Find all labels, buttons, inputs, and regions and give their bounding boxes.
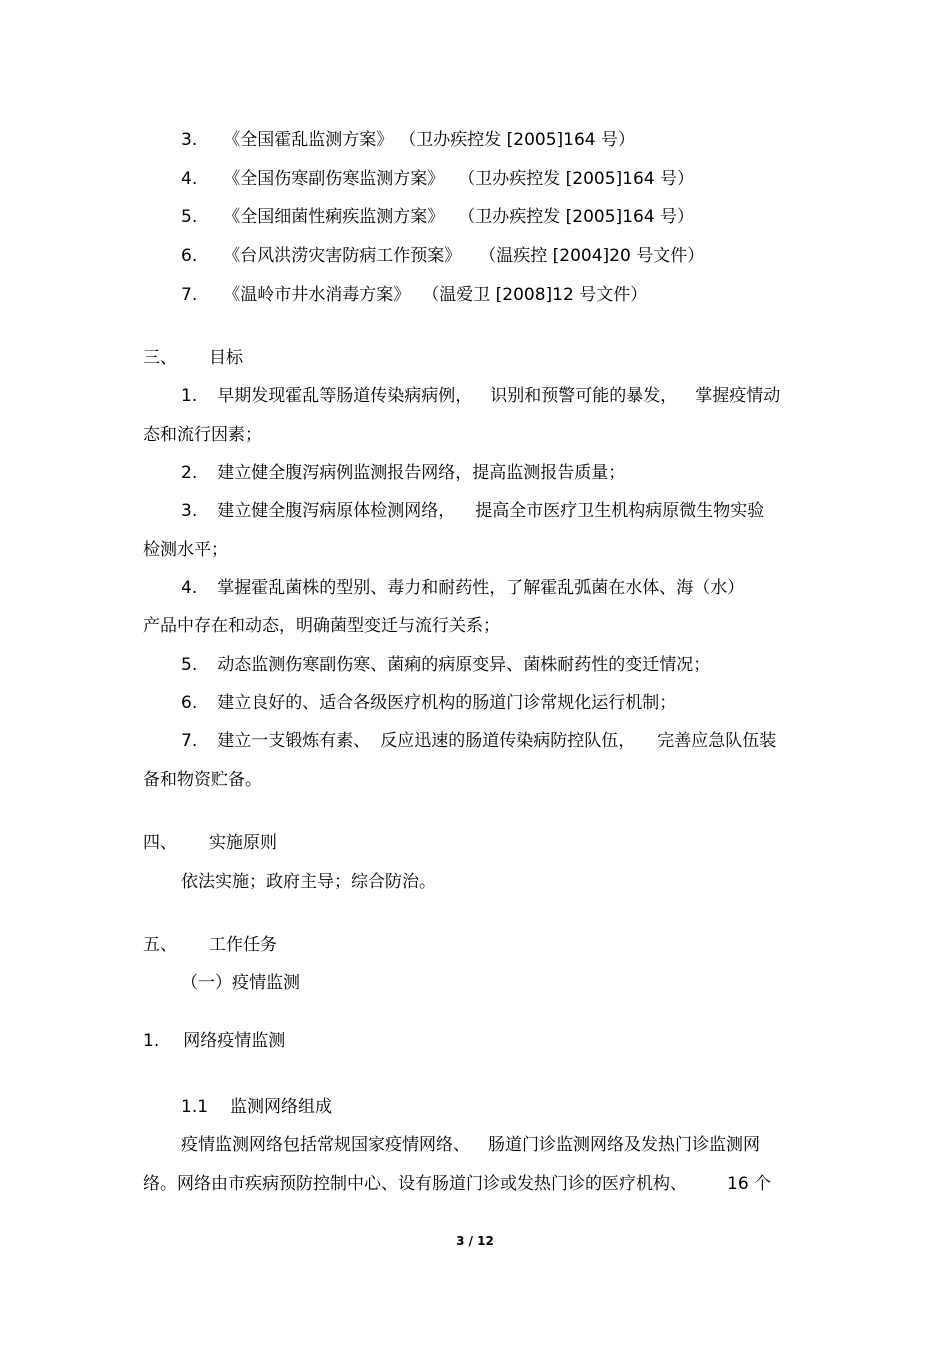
paragraph-text: 16 个 xyxy=(727,1174,772,1194)
section-title: 工作任务 xyxy=(209,935,277,955)
goal-text: 建立良好的、适合各级医疗机构的肠道门诊常规化运行机制； xyxy=(217,693,677,713)
goal-text: 完善应急队伍装 xyxy=(657,731,777,751)
subsection-heading xyxy=(143,1030,285,1052)
paragraph xyxy=(181,871,436,893)
goal-text: 备和物资贮备。 xyxy=(143,770,262,790)
goal-item xyxy=(181,654,710,676)
goal-continuation xyxy=(143,615,500,637)
goal-text: 早期发现霍乱等肠道传染病病例， xyxy=(217,386,473,406)
reference-source: （温疾控 [2004]20 号文件） xyxy=(479,246,705,266)
paragraph-text: 疫情监测网络包括常规国家疫情网络、 xyxy=(181,1135,470,1155)
goal-text: 建立健全腹泻病原体检测网络， xyxy=(217,501,456,521)
section-heading xyxy=(143,347,243,369)
goal-text: 反应迅速的肠道传染病防控队伍， xyxy=(380,731,636,751)
reference-number: 5. xyxy=(181,207,198,227)
reference-title: 《全国细菌性痢疾监测方案》 xyxy=(223,207,445,227)
subsection-title: 监测网络组成 xyxy=(230,1097,333,1117)
reference-source: （卫办疾控发 [2005]164 号） xyxy=(399,130,636,150)
subsection-heading xyxy=(181,972,300,994)
goal-number: 4. xyxy=(181,578,198,598)
goal-number: 1. xyxy=(181,386,198,406)
goal-number: 6. xyxy=(181,693,198,713)
goal-item xyxy=(181,577,744,599)
section-title: 实施原则 xyxy=(209,833,277,853)
reference-number: 4. xyxy=(181,169,198,189)
goal-item xyxy=(181,462,625,484)
reference-item xyxy=(181,284,647,306)
goal-text: 建立健全腹泻病例监测报告网络，提高监测报告质量； xyxy=(217,463,626,483)
goal-continuation xyxy=(143,424,262,446)
reference-item xyxy=(181,206,694,228)
section-number: 三、 xyxy=(143,348,177,368)
goal-text: 产品中存在和动态，明确菌型变迁与流行关系； xyxy=(143,616,500,636)
reference-title: 《台风洪涝灾害防病工作预案》 xyxy=(223,246,462,266)
goal-continuation xyxy=(143,769,262,791)
section-title: 目标 xyxy=(209,348,243,368)
section-heading xyxy=(143,832,277,854)
reference-number: 3. xyxy=(181,130,198,150)
goal-text: 建立一支锻炼有素、 xyxy=(217,731,371,751)
goal-text: 掌握疫情动 xyxy=(695,386,781,406)
section-heading xyxy=(143,934,277,956)
goal-number: 7. xyxy=(181,731,198,751)
goal-text: 态和流行因素； xyxy=(143,425,262,445)
goal-item xyxy=(181,730,776,752)
reference-item xyxy=(181,245,704,267)
section-number: 四、 xyxy=(143,833,177,853)
section-number: 五、 xyxy=(143,935,177,955)
goal-text: 检测水平； xyxy=(143,540,228,560)
reference-number: 7. xyxy=(181,285,198,305)
goal-text: 动态监测伤寒副伤寒、菌痢的病原变异、菌株耐药性的变迁情况； xyxy=(217,655,711,675)
subsection-title: （一）疫情监测 xyxy=(181,973,300,993)
paragraph-continuation xyxy=(143,1173,771,1195)
principle-text: 依法实施；政府主导；综合防治。 xyxy=(181,872,436,892)
subsection-number: 1.1 xyxy=(181,1097,209,1117)
subsection-heading xyxy=(181,1096,332,1118)
reference-item xyxy=(181,168,694,190)
paragraph-text: 络。网络由市疾病预防控制中心、设有肠道门诊或发热门诊的医疗机构、 xyxy=(143,1174,687,1194)
paragraph xyxy=(181,1134,760,1156)
reference-source: （卫办疾控发 [2005]164 号） xyxy=(458,207,695,227)
page-number: 3 / 12 xyxy=(456,1234,494,1248)
reference-number: 6. xyxy=(181,246,198,266)
subsection-title: 网络疫情监测 xyxy=(183,1031,286,1051)
goal-item xyxy=(181,500,764,522)
reference-item xyxy=(181,129,635,151)
goal-continuation xyxy=(143,539,228,561)
reference-title: 《温岭市井水消毒方案》 xyxy=(223,285,411,305)
goal-text: 识别和预警可能的暴发， xyxy=(490,386,678,406)
goal-item xyxy=(181,692,676,714)
reference-title: 《全国伤寒副伤寒监测方案》 xyxy=(223,169,445,189)
goal-number: 5. xyxy=(181,655,198,675)
goal-item xyxy=(181,385,780,407)
paragraph-text: 肠道门诊监测网络及发热门诊监测网 xyxy=(488,1135,760,1155)
reference-source: （卫办疾控发 [2005]164 号） xyxy=(458,169,695,189)
subsection-number: 1. xyxy=(143,1031,160,1051)
goal-number: 2. xyxy=(181,463,198,483)
reference-title: 《全国霍乱监测方案》 xyxy=(223,130,394,150)
goal-number: 3. xyxy=(181,501,198,521)
reference-source: （温爱卫 [2008]12 号文件） xyxy=(422,285,648,305)
goal-text: 提高全市医疗卫生机构病原微生物实验 xyxy=(475,501,765,521)
goal-text: 掌握霍乱菌株的型别、毒力和耐药性，了解霍乱弧菌在水体、海（水） xyxy=(217,578,745,598)
